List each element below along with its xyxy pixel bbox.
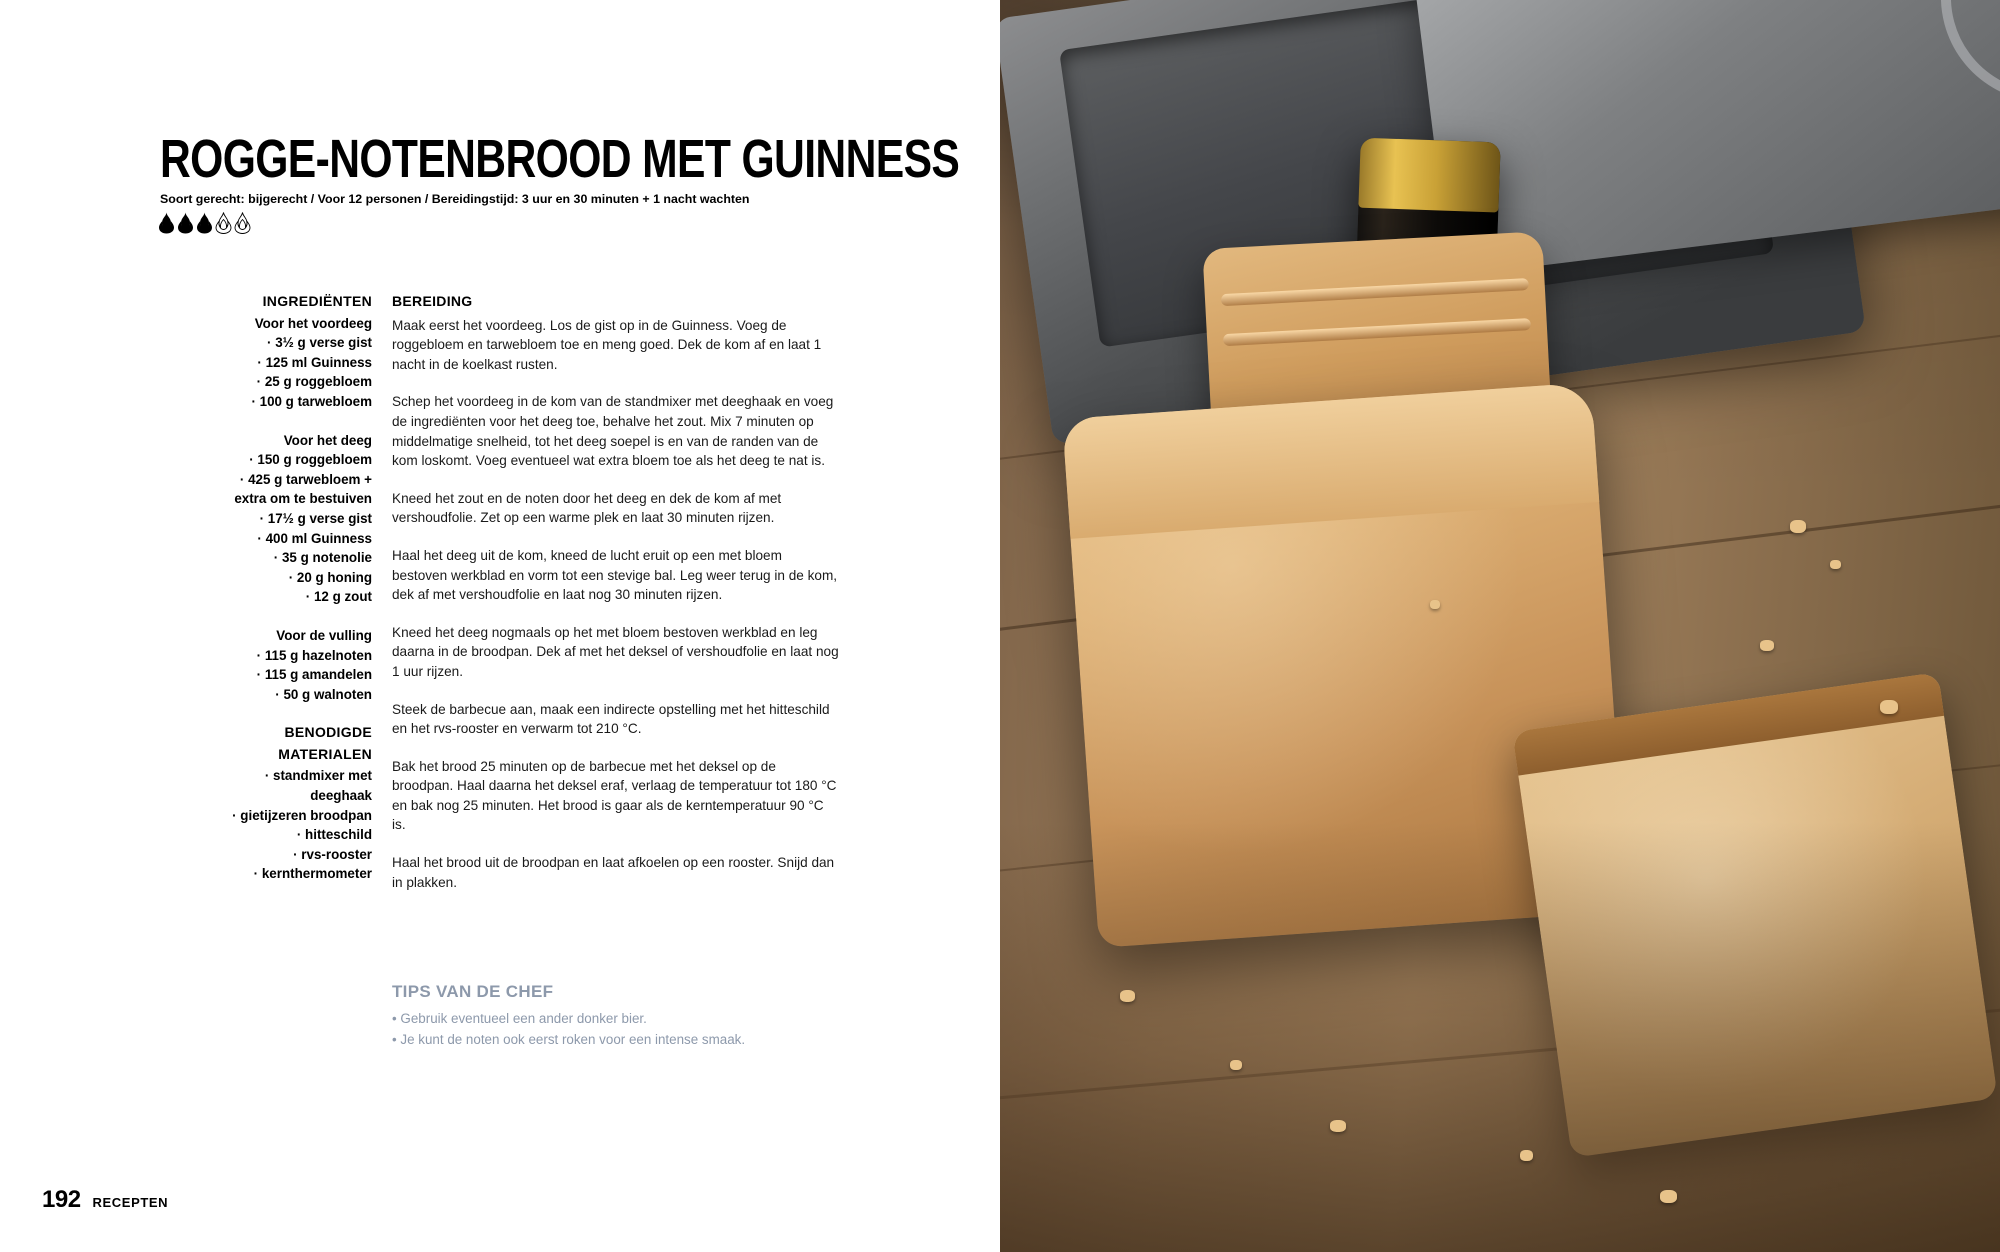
ingredient-item: · 125 ml Guinness [257, 354, 372, 370]
chef-tips [392, 982, 840, 1050]
method-paragraph: Bak het brood 25 minuten op de barbecue met het deksel op de broodpan. Haal daarna het deksel eraf, verlaag de temperatuur tot 180 °C en bak nog 25 minuten. Het brood is gaar als de kerntemperatuur 90 °C is. [392, 758, 837, 833]
ingredient-item: · 100 g tarwebloem [251, 393, 372, 409]
ingredient-item: · 150 g roggebloem [249, 452, 372, 468]
method-column [392, 292, 840, 892]
ingredient-group-subheading: Voor de vulling [276, 627, 372, 643]
page-footer [42, 1186, 168, 1214]
chef-tips-list [392, 1008, 840, 1050]
method-paragraph: Haal het deeg uit de kom, kneed de lucht eruit op een met bloem bestoven werkblad en vorm tot een stevige bal. Leg weer terug in de kom, dek af met vershoudfolie en laat nog 30 minuten rijzen. [392, 547, 838, 603]
ingredient-item: · 425 g tarwebloem + [239, 471, 372, 487]
method-paragraph: Maak eerst het voordeeg. Los de gist op in de Guinness. Voeg de roggebloem en tarwebloem toe en meng goed. Dek de kom af en laat 1 nacht in de koelkast rusten. [392, 317, 822, 372]
method-paragraph: Steek de barbecue aan, maak een indirecte opstelling met het hitteschild en het rvs-rooster en verwarm tot 210 °C. [392, 701, 830, 737]
can-top [1358, 138, 1500, 213]
method-paragraph: Haal het brood uit de broodpan en laat afkoelen op een rooster. Snijd dan in plakken. [392, 855, 835, 890]
material-item: · kernthermometer [253, 866, 372, 882]
loaf-score-line [1223, 318, 1531, 346]
loaf-score-line [1221, 278, 1529, 306]
material-item: · rvs-rooster [293, 846, 372, 862]
nut-crumb [1330, 1120, 1346, 1132]
nut-crumb [1790, 520, 1806, 533]
nut-crumb [1660, 1190, 1677, 1203]
photo-vignette [1000, 822, 2000, 1252]
ingredient-item: · 20 g honing [288, 569, 372, 585]
ingredients-heading: INGREDIËNTEN [262, 293, 372, 309]
ingredients-column [150, 292, 372, 884]
spacer [150, 704, 372, 723]
nut-crumb [1760, 640, 1774, 651]
flame-icon [196, 212, 213, 234]
flame-icon-empty [234, 212, 251, 234]
pan-lid-ring [1917, 0, 2000, 126]
ingredient-item: · 115 g hazelnoten [256, 647, 372, 663]
method-paragraph: Kneed het zout en de noten door het deeg en dek de kom af met vershoudfolie. Zet op een warme plek en laat 30 minuten rijzen. [392, 490, 782, 526]
spacer [150, 607, 372, 626]
method-heading: BEREIDING [392, 293, 473, 309]
material-item: · standmixer met [264, 768, 372, 784]
ingredient-item: extra om te bestuiven [234, 491, 372, 507]
ingredient-group-subheading: Voor het voordeeg [254, 315, 372, 331]
method-paragraph: Kneed het deeg nogmaals op het met bloem bestoven werkblad en leg daarna in de broodpan. Dek af met het deksel of vershoudfolie en laat nog 1 uur rijzen. [392, 624, 839, 679]
nut-crumb [1430, 600, 1440, 609]
recipe-meta: Soort gerecht: bijgerecht / Voor 12 personen / Bereidingstijd: 3 uur en 30 minuten + 1 nacht wachten [160, 192, 750, 206]
nut-crumb [1120, 990, 1135, 1002]
chef-tip-item: • Je kunt de noten ook eerst roken voor een intense smaak. [392, 1029, 840, 1050]
footer-section-label: RECEPTEN [92, 1195, 169, 1210]
chef-tip-item: • Gebruik eventueel een ander donker bier. [392, 1008, 840, 1029]
flame-icon-empty [215, 212, 232, 234]
heat-rating [158, 212, 251, 234]
method-paragraph: Schep het voordeeg in de kom van de standmixer met deeghaak en voeg de ingrediënten voor het deeg toe, behalve het zout. Mix 7 minuten op middelmatige snelheid, tot het deeg soepel is en van de randen van de kom loskomt. Voeg eventueel wat extra bloem toe als het deeg te nat is. [392, 394, 834, 469]
ingredient-group-subheading: Voor het deeg [283, 432, 372, 448]
chef-tips-heading: TIPS VAN DE CHEF [392, 982, 554, 1001]
page-number: 192 [42, 1186, 81, 1213]
recipe-photo [1000, 0, 2000, 1252]
nut-crumb [1880, 700, 1898, 714]
material-item: deeghaak [310, 788, 372, 804]
materials-heading-line2: MATERIALEN [278, 745, 372, 762]
material-item: · gietijzeren broodpan [232, 807, 372, 823]
material-item: · hitteschild [296, 827, 372, 843]
ingredient-item: · 17½ g verse gist [259, 510, 372, 526]
ingredient-item: · 400 ml Guinness [257, 530, 372, 546]
ingredient-item: · 115 g amandelen [256, 667, 372, 683]
ingredient-item: · 50 g walnoten [275, 686, 372, 702]
spacer [150, 412, 372, 431]
nut-crumb [1830, 560, 1841, 569]
ingredient-item: · 35 g notenolie [273, 550, 372, 566]
nut-crumb [1520, 1150, 1533, 1161]
ingredient-item: · 3½ g verse gist [267, 335, 372, 351]
flame-icon [158, 212, 175, 234]
page-title: ROGGE-NOTENBROOD MET GUINNESS [160, 128, 960, 189]
ingredient-item: · 12 g zout [305, 589, 372, 605]
materials-heading-line1: BENODIGDE [284, 724, 372, 741]
ingredient-item: · 25 g roggebloem [256, 374, 372, 390]
nut-crumb [1230, 1060, 1242, 1070]
flame-icon [177, 212, 194, 234]
